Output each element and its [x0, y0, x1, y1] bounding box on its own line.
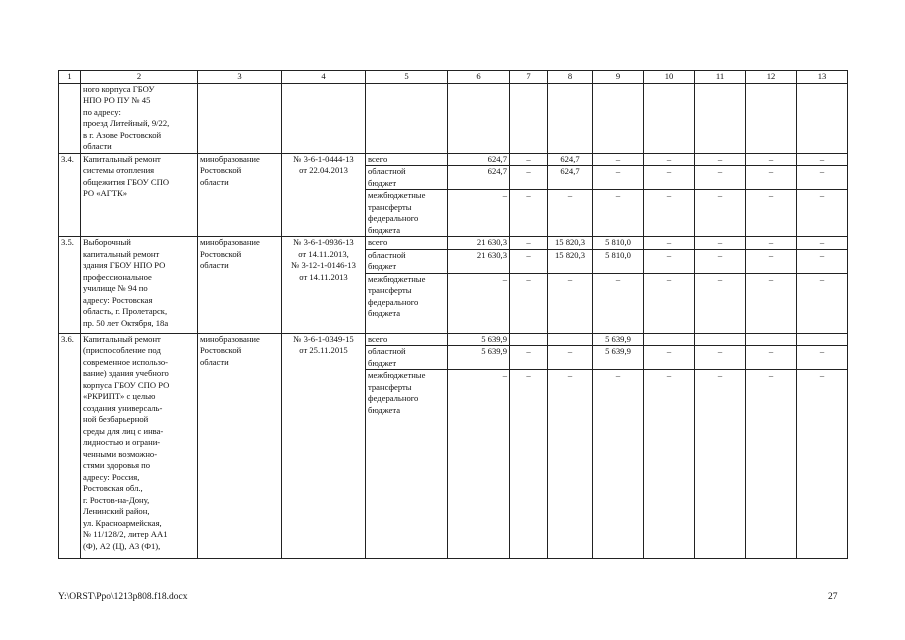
- value-cell: –: [510, 153, 548, 166]
- item-number-cell: 3.6.: [59, 333, 81, 559]
- value-cell: –: [746, 190, 797, 237]
- value-cell: –: [797, 237, 848, 250]
- value-cell: –: [695, 237, 746, 250]
- value-cell: –: [695, 190, 746, 237]
- document-cell: № 3-6-1-0349-15 от 25.11.2015: [282, 333, 366, 559]
- value-cell: 5 810,0: [593, 249, 644, 273]
- value-cell: –: [797, 346, 848, 370]
- document-cell: № 3-6-1-0936-13 от 14.11.2013, № 3-12-1-0146-13 от 14.11.2013: [282, 237, 366, 334]
- value-cell: –: [510, 370, 548, 559]
- column-number-2: 2: [81, 71, 198, 84]
- value-cell: 15 820,3: [548, 249, 593, 273]
- value-cell: [548, 333, 593, 346]
- value-cell: –: [593, 166, 644, 190]
- value-cell: –: [644, 273, 695, 333]
- item-description-cell: Выборочный капитальный ремонт здания ГБОУ НПО РО профессиональное училище № 94 по адресу: Ростовская область, г. Пролетарск, пр. 50 лет Октября, 18а: [81, 237, 198, 334]
- value-cell: –: [695, 153, 746, 166]
- value-cell: –: [797, 370, 848, 559]
- empty-cell: [593, 83, 644, 153]
- value-cell: –: [746, 346, 797, 370]
- value-cell: 5 639,9: [593, 333, 644, 346]
- funding-source-cell: областной бюджет: [366, 249, 448, 273]
- value-cell: –: [448, 370, 510, 559]
- value-cell: –: [548, 273, 593, 333]
- column-number-3: 3: [198, 71, 282, 84]
- value-cell: –: [797, 153, 848, 166]
- funding-source-cell: всего: [366, 153, 448, 166]
- value-cell: –: [695, 166, 746, 190]
- footer-file-path: Y:\ORST\Ppo\1213p808.f18.docx: [58, 592, 188, 602]
- cont-desc-cell: ного корпуса ГБОУ НПО РО ПУ № 45 по адресу: проезд Литейный, 9/22, в г. Азове Ростовской области: [81, 83, 198, 153]
- document-cell: № 3-6-1-0444-13 от 22.04.2013: [282, 153, 366, 237]
- continued-row: [59, 83, 848, 153]
- empty-cell: [644, 83, 695, 153]
- empty-cell: [282, 83, 366, 153]
- value-cell: –: [593, 273, 644, 333]
- value-cell: –: [746, 166, 797, 190]
- value-cell: –: [548, 346, 593, 370]
- value-cell: –: [797, 249, 848, 273]
- item-description-cell: Капитальный ремонт системы отопления общежития ГБОУ СПО РО «АГТК»: [81, 153, 198, 237]
- value-cell: –: [746, 370, 797, 559]
- value-cell: [746, 333, 797, 346]
- value-cell: 5 810,0: [593, 237, 644, 250]
- value-cell: [644, 333, 695, 346]
- value-cell: –: [644, 153, 695, 166]
- cont-num-cell: [59, 83, 81, 153]
- value-cell: –: [510, 273, 548, 333]
- value-cell: –: [448, 273, 510, 333]
- value-cell: –: [695, 346, 746, 370]
- organization-cell: минобразование Ростовской области: [198, 237, 282, 334]
- value-cell: 624,7: [448, 166, 510, 190]
- empty-cell: [366, 83, 448, 153]
- column-number-7: 7: [510, 71, 548, 84]
- value-cell: –: [644, 190, 695, 237]
- value-cell: –: [797, 190, 848, 237]
- funding-source-cell: областной бюджет: [366, 346, 448, 370]
- value-cell: –: [593, 153, 644, 166]
- value-cell: –: [593, 190, 644, 237]
- value-cell: 5 639,9: [593, 346, 644, 370]
- value-cell: –: [746, 273, 797, 333]
- value-cell: –: [695, 370, 746, 559]
- value-cell: 624,7: [448, 153, 510, 166]
- value-cell: –: [644, 249, 695, 273]
- value-cell: –: [510, 346, 548, 370]
- value-cell: –: [644, 346, 695, 370]
- funding-source-cell: всего: [366, 237, 448, 250]
- column-number-1: 1: [59, 71, 81, 84]
- item-number-cell: 3.4.: [59, 153, 81, 237]
- value-cell: –: [644, 166, 695, 190]
- value-cell: 21 630,3: [448, 249, 510, 273]
- column-number-11: 11: [695, 71, 746, 84]
- empty-cell: [797, 83, 848, 153]
- value-cell: [797, 333, 848, 346]
- value-cell: –: [797, 273, 848, 333]
- item-description-cell: Капитальный ремонт (приспособление под современное использо- вание) здания учебного корпуса ГБОУ СПО РО «РКРИПТ» с целью создания универсаль- ной безбарьерной среды для лиц с инва- лидностью и ограни- ченными возможно- стями здоровья по адресу: Россия, Ростовская обл., г. Ростов-на-Дону, Ленинский район, ул. Красноармейская, № 11/128/2, литер АА1 (Ф), А2 (Ц), А3 (Ф1),: [81, 333, 198, 559]
- column-number-12: 12: [746, 71, 797, 84]
- table-row: [59, 333, 848, 346]
- item-number-cell: 3.5.: [59, 237, 81, 334]
- value-cell: –: [695, 273, 746, 333]
- value-cell: –: [644, 370, 695, 559]
- column-number-4: 4: [282, 71, 366, 84]
- column-number-9: 9: [593, 71, 644, 84]
- funding-source-cell: межбюджетные трансферты федерального бюджета: [366, 370, 448, 559]
- column-number-13: 13: [797, 71, 848, 84]
- table-row: [59, 153, 848, 166]
- value-cell: [510, 333, 548, 346]
- value-cell: –: [548, 370, 593, 559]
- funding-source-cell: межбюджетные трансферты федерального бюджета: [366, 273, 448, 333]
- value-cell: –: [593, 370, 644, 559]
- empty-cell: [746, 83, 797, 153]
- empty-cell: [695, 83, 746, 153]
- value-cell: 624,7: [548, 166, 593, 190]
- value-cell: 21 630,3: [448, 237, 510, 250]
- empty-cell: [198, 83, 282, 153]
- empty-cell: [548, 83, 593, 153]
- funding-source-cell: всего: [366, 333, 448, 346]
- value-cell: –: [746, 153, 797, 166]
- table-row: [59, 237, 848, 250]
- column-number-6: 6: [448, 71, 510, 84]
- column-number-10: 10: [644, 71, 695, 84]
- value-cell: [695, 333, 746, 346]
- empty-cell: [510, 83, 548, 153]
- column-number-8: 8: [548, 71, 593, 84]
- value-cell: –: [448, 190, 510, 237]
- value-cell: –: [695, 249, 746, 273]
- column-number-5: 5: [366, 71, 448, 84]
- value-cell: –: [548, 190, 593, 237]
- value-cell: 624,7: [548, 153, 593, 166]
- table-body: [59, 71, 848, 559]
- value-cell: –: [746, 237, 797, 250]
- budget-table: [58, 70, 848, 559]
- empty-cell: [448, 83, 510, 153]
- value-cell: –: [644, 237, 695, 250]
- value-cell: –: [510, 190, 548, 237]
- column-number-row: [59, 71, 848, 84]
- value-cell: –: [746, 249, 797, 273]
- organization-cell: минобразование Ростовской области: [198, 153, 282, 237]
- funding-source-cell: межбюджетные трансферты федерального бюджета: [366, 190, 448, 237]
- value-cell: 5 639,9: [448, 333, 510, 346]
- value-cell: –: [797, 166, 848, 190]
- value-cell: –: [510, 237, 548, 250]
- value-cell: 15 820,3: [548, 237, 593, 250]
- organization-cell: минобразование Ростовской области: [198, 333, 282, 559]
- value-cell: –: [510, 166, 548, 190]
- value-cell: –: [510, 249, 548, 273]
- value-cell: 5 639,9: [448, 346, 510, 370]
- funding-source-cell: областной бюджет: [366, 166, 448, 190]
- page-number: 27: [828, 592, 838, 602]
